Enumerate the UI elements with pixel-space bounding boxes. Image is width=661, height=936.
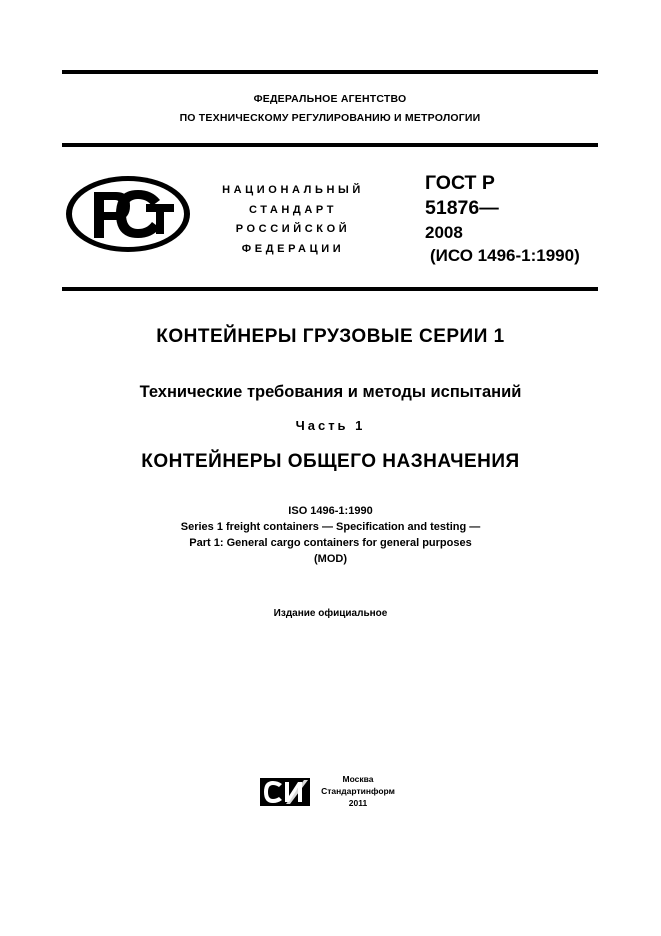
designation-rule xyxy=(62,287,598,291)
document-subtitle: Технические требования и методы испытаний xyxy=(139,383,522,401)
agency-line-2: ПО ТЕХНИЧЕСКОМУ РЕГУЛИРОВАНИЮ И МЕТРОЛОГИИ xyxy=(179,112,481,124)
national-standard-line-1: НАЦИОНАЛЬНЫЙ xyxy=(222,184,364,196)
english-title-line-1: Series 1 freight containers — Specification and testing — xyxy=(180,521,481,533)
designation-line-1: ГОСТ Р xyxy=(425,172,495,194)
top-rule xyxy=(62,70,598,74)
designation-line-2: 51876— xyxy=(425,197,499,219)
publisher-year: 2011 xyxy=(348,798,368,808)
english-iso-ref: ISO 1496-1:1990 xyxy=(288,505,373,517)
part-title: КОНТЕЙНЕРЫ ОБЩЕГО НАЗНАЧЕНИЯ xyxy=(141,451,520,472)
part-number: Часть 1 xyxy=(295,418,366,433)
agency-line-1: ФЕДЕРАЛЬНОЕ АГЕНТСТВО xyxy=(253,93,407,105)
designation-line-3: 2008 xyxy=(425,223,463,242)
standartinform-logo-icon xyxy=(260,778,310,806)
document-title: КОНТЕЙНЕРЫ ГРУЗОВЫЕ СЕРИИ 1 xyxy=(156,326,505,347)
english-title-line-2: Part 1: General cargo containers for general purposes xyxy=(189,537,472,549)
header-rule xyxy=(62,143,598,147)
english-mod: (MOD) xyxy=(314,553,347,565)
national-standard-line-3: РОССИЙСКОЙ xyxy=(235,223,351,235)
publisher-name: Стандартинформ xyxy=(321,786,395,796)
publisher-block xyxy=(318,773,398,809)
national-standard-line-4: ФЕДЕРАЦИИ xyxy=(241,243,345,255)
publisher-city: Москва xyxy=(342,774,374,784)
rst-gost-emblem-icon xyxy=(64,174,192,254)
iso-reference: (ИСО 1496-1:1990) xyxy=(430,246,580,265)
national-standard-line-2: СТАНДАРТ xyxy=(248,204,338,216)
edition-note: Издание официальное xyxy=(273,608,388,619)
